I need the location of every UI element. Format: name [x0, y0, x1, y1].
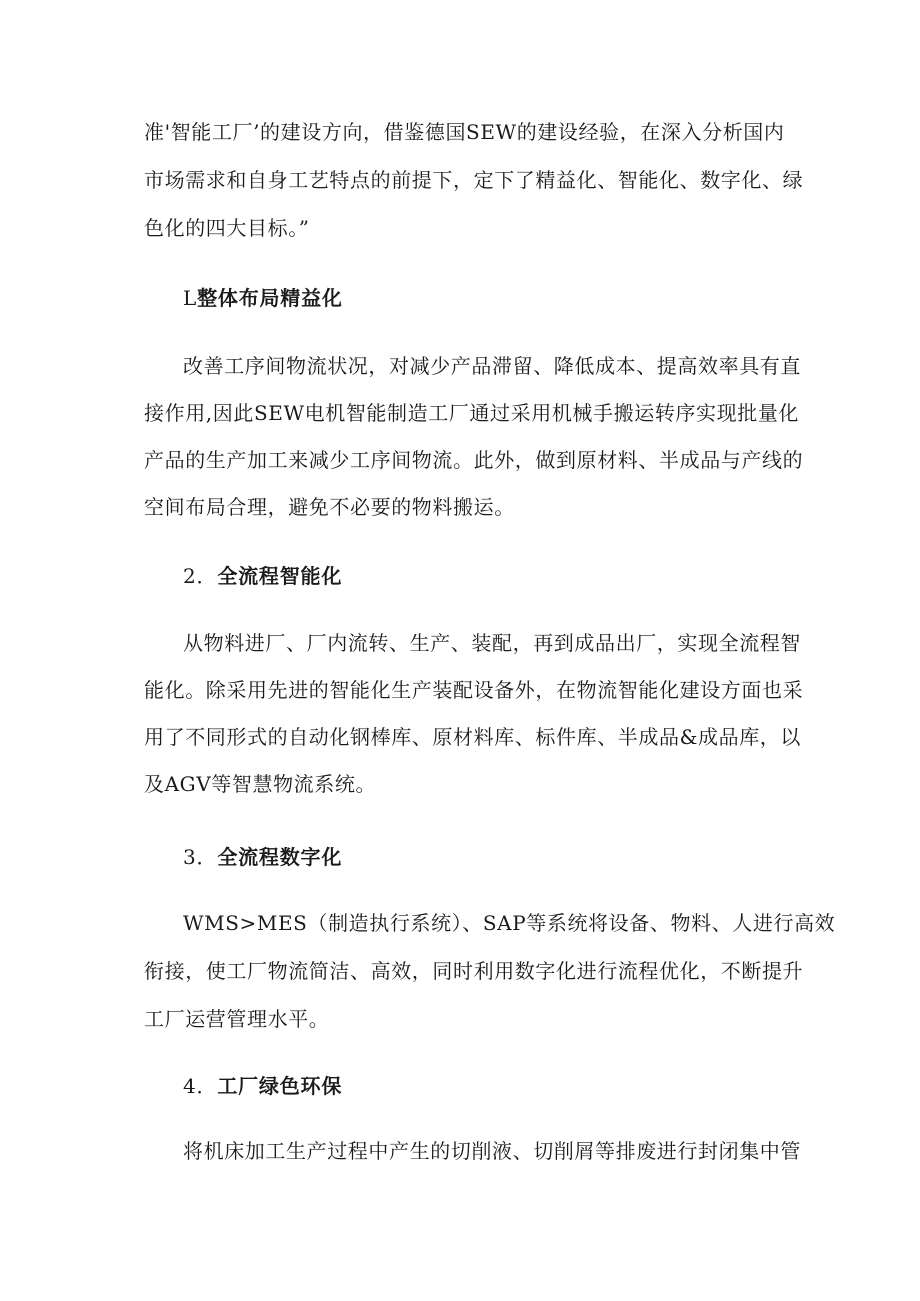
section-3-title: 全流程数字化	[217, 845, 343, 869]
section-1-line-3: 产品的生产加工来减少工序间物流。此外，做到原材料、半成品与产线的	[144, 448, 804, 472]
section-1-line-4: 空间布局合理，避免不必要的物料搬运。	[144, 495, 515, 519]
intro-line-1: 准'智能工厂’的建设方向，借鉴德国SEW的建设经验，在深入分析国内	[144, 120, 785, 144]
section-2-line-2: 能化。除采用先进的智能化生产装配设备外，在物流智能化建设方面也采	[144, 678, 804, 702]
section-2-line-3: 用了不同形式的自动化钢棒库、原材料库、标件库、半成品&成品库，以	[144, 725, 802, 749]
intro-line-2: 市场需求和自身工艺特点的前提下，定下了精益化、智能化、数字化、绿	[144, 168, 804, 192]
section-2-line-4: 及AGV等智慧物流系统。	[144, 772, 377, 796]
section-3-line-2: 衔接，使工厂物流简洁、高效，同时利用数字化进行流程优化，不断提升	[144, 959, 804, 983]
section-1-number: L	[183, 286, 198, 310]
section-2-heading	[183, 562, 342, 590]
section-3-heading	[183, 843, 342, 871]
section-2-title: 全流程智能化	[217, 564, 343, 588]
section-1-line-2: 接作用,因此SEW电机智能制造工厂通过采用机械手搬运转序实现批量化	[144, 401, 800, 425]
section-1-title: 整体布局精益化	[197, 286, 343, 310]
section-3-line-3: 工厂运营管理水平。	[144, 1007, 330, 1031]
section-4-number: 4．	[183, 1074, 218, 1098]
section-4-title: 工厂绿色环保	[217, 1074, 343, 1098]
section-2-number: 2．	[183, 564, 218, 588]
section-3-line-1: WMS>MES（制造执行系统）、SAP等系统将设备、物料、人进行高效	[183, 911, 836, 935]
intro-line-3: 色化的四大目标。”	[144, 216, 310, 240]
section-1-line-1: 改善工序间物流状况，对减少产品滞留、降低成本、提高效率具有直	[183, 354, 801, 378]
section-1-heading	[183, 284, 343, 312]
section-3-number: 3．	[183, 845, 218, 869]
section-4-heading	[183, 1072, 342, 1100]
section-2-line-1: 从物料进厂、厂内流转、生产、装配，再到成品出厂，实现全流程智	[183, 631, 801, 655]
section-4-line-1: 将机床加工生产过程中产生的切削液、切削屑等排废进行封闭集中管	[183, 1139, 801, 1163]
